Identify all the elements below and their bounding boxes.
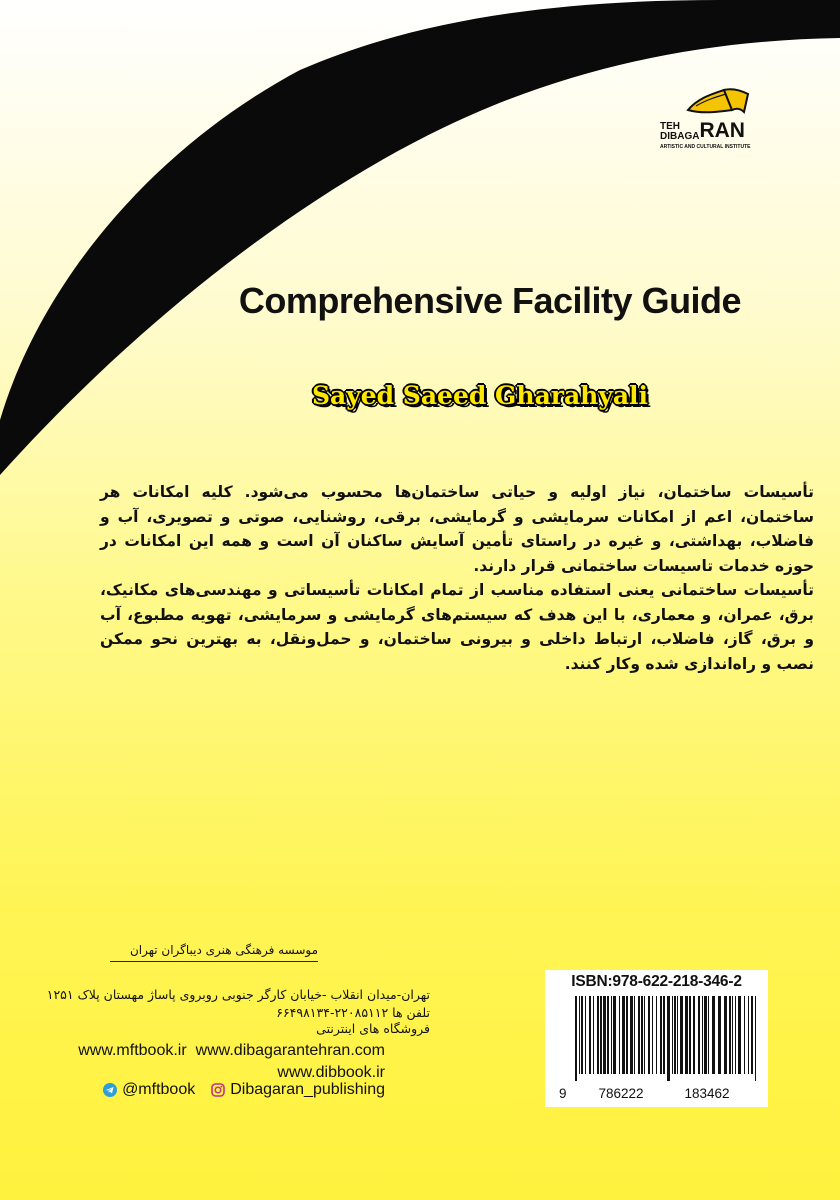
open-book-logo-icon	[682, 80, 752, 120]
barcode-bar	[744, 996, 745, 1074]
logo-wordmark-small-1: TEH	[660, 121, 680, 132]
barcode-bar	[724, 996, 727, 1074]
barcode-bar	[677, 996, 678, 1074]
barcode-bar	[644, 996, 645, 1074]
barcode-bar	[735, 996, 736, 1074]
barcode-bar	[585, 996, 586, 1074]
logo-wordmark-small-2: DIBAGA	[660, 131, 700, 142]
publisher-online-stores: فروشگاه های اینترنتی	[316, 1021, 430, 1036]
barcode-bar	[755, 996, 756, 1081]
barcode-bar	[704, 996, 707, 1074]
barcode-bar	[732, 996, 733, 1074]
logo-wordmark-small	[660, 122, 699, 142]
barcode-bar	[656, 996, 657, 1074]
barcode-bar	[689, 996, 691, 1074]
logo-wordmark-big: RAN	[699, 119, 745, 142]
description-paragraph-2: تأسیسات ساختمانی یعنی استفاده مناسب از تمام امکانات تأسیساتی و مهندسی‌های مکانیک، برق، عمران، و معماری، با این هدف که سیستم‌های گرمایشی و سرمایشی، تهویه مطبوع، آب و برق، گاز، فاضلاب، ارتباط داخلی و بیرونی ساختمان، و حمل‌ونقل، به بهترین نحو ممکن نصب و راه‌اندازی شده وکار کنند.	[100, 581, 814, 673]
barcode-bar	[698, 996, 700, 1074]
book-title: Comprehensive Facility Guide	[238, 280, 742, 321]
barcode-bar	[597, 996, 599, 1074]
barcode-bar	[693, 996, 695, 1074]
barcode-bar	[638, 996, 640, 1074]
barcode-bar	[738, 996, 741, 1074]
instagram-icon	[211, 1083, 225, 1097]
website-link-1[interactable]: www.mftbook.ir	[78, 1042, 187, 1059]
barcode-bar	[581, 996, 583, 1074]
website-link-3[interactable]: www.dibbook.ir	[277, 1064, 385, 1081]
barcode-bar	[600, 996, 602, 1074]
instagram-handle[interactable]: Dibagaran_publishing	[230, 1081, 385, 1098]
barcode-bar	[634, 996, 635, 1074]
isbn-barcode-box	[545, 970, 768, 1107]
barcode-bar	[641, 996, 643, 1074]
barcode-bar	[712, 996, 715, 1074]
barcode-bar	[593, 996, 594, 1074]
barcode-bar	[751, 996, 753, 1074]
barcode-left-digits: 786222	[598, 1086, 644, 1101]
telegram-handle[interactable]: @mftbook	[122, 1081, 196, 1098]
barcode-bar	[603, 996, 606, 1074]
barcode-bar	[748, 996, 749, 1074]
barcode-bar	[680, 996, 683, 1074]
barcode-right-digits: 183462	[684, 1086, 730, 1101]
websites-line	[40, 1042, 385, 1060]
book-description	[100, 480, 814, 676]
publisher-address: تهران-میدان انقلاب -خیابان کارگر جنوبی روبروی پاساژ مهستان پلاک ۱۲۵۱	[46, 987, 430, 1002]
barcode-bar	[652, 996, 653, 1074]
book-author: Sayed Saeed Gharahyali	[311, 381, 649, 410]
barcode-bar	[685, 996, 688, 1074]
barcode-bar	[589, 996, 591, 1074]
barcode-lead-digit: 9	[559, 1086, 567, 1101]
barcode-bar	[702, 996, 703, 1074]
barcode-bar	[663, 996, 665, 1074]
barcode-bar	[667, 996, 670, 1081]
publisher-phones: تلفن ها ۲۲۰۸۵۱۱۲-۶۶۴۹۸۱۳۴	[276, 1005, 430, 1020]
barcode-bar	[579, 996, 580, 1074]
barcode-bar	[630, 996, 633, 1074]
website-link-2[interactable]: www.dibagarantehran.com	[195, 1042, 385, 1059]
barcode-bar	[575, 996, 577, 1081]
barcode-bar	[718, 996, 721, 1074]
publisher-name: موسسه فرهنگی هنری دیباگران تهران	[110, 943, 318, 962]
barcode-bar	[626, 996, 628, 1074]
barcode-bar	[619, 996, 620, 1074]
barcode-bar	[708, 996, 709, 1074]
barcode-bar	[729, 996, 731, 1074]
social-links	[40, 1079, 385, 1101]
publisher-logo	[660, 80, 770, 160]
barcode-bar	[648, 996, 650, 1074]
barcode-bar	[607, 996, 609, 1074]
barcode-bar	[622, 996, 625, 1074]
barcode	[573, 996, 758, 1081]
logo-tagline: ARTISTIC AND CULTURAL INSTITUTE	[660, 144, 751, 150]
logo-wordmark	[660, 120, 745, 142]
barcode-bar	[660, 996, 662, 1074]
telegram-icon	[103, 1083, 117, 1097]
barcode-bar	[674, 996, 676, 1074]
description-paragraph-1: تأسیسات ساختمان، نیاز اولیه و حیاتی ساختمان‌ها محسوب می‌شود. کلیه امکانات هر ساختمان، اعم از امکانات سرمایشی و گرمایشی، برقی، روشنایی، صوتی و تصویری، آب و فاضلاب، بهداشتی، و غیره در راستای تأمین آسایش ساکنان آن است و همه این امکانات در حوزه خدمات تاسیسات ساختمانی قرار دارند.	[100, 483, 814, 575]
barcode-bar	[613, 996, 616, 1074]
barcode-bar	[611, 996, 612, 1074]
barcode-bar	[672, 996, 673, 1074]
isbn-label: ISBN:978-622-218-346-2	[571, 973, 742, 990]
